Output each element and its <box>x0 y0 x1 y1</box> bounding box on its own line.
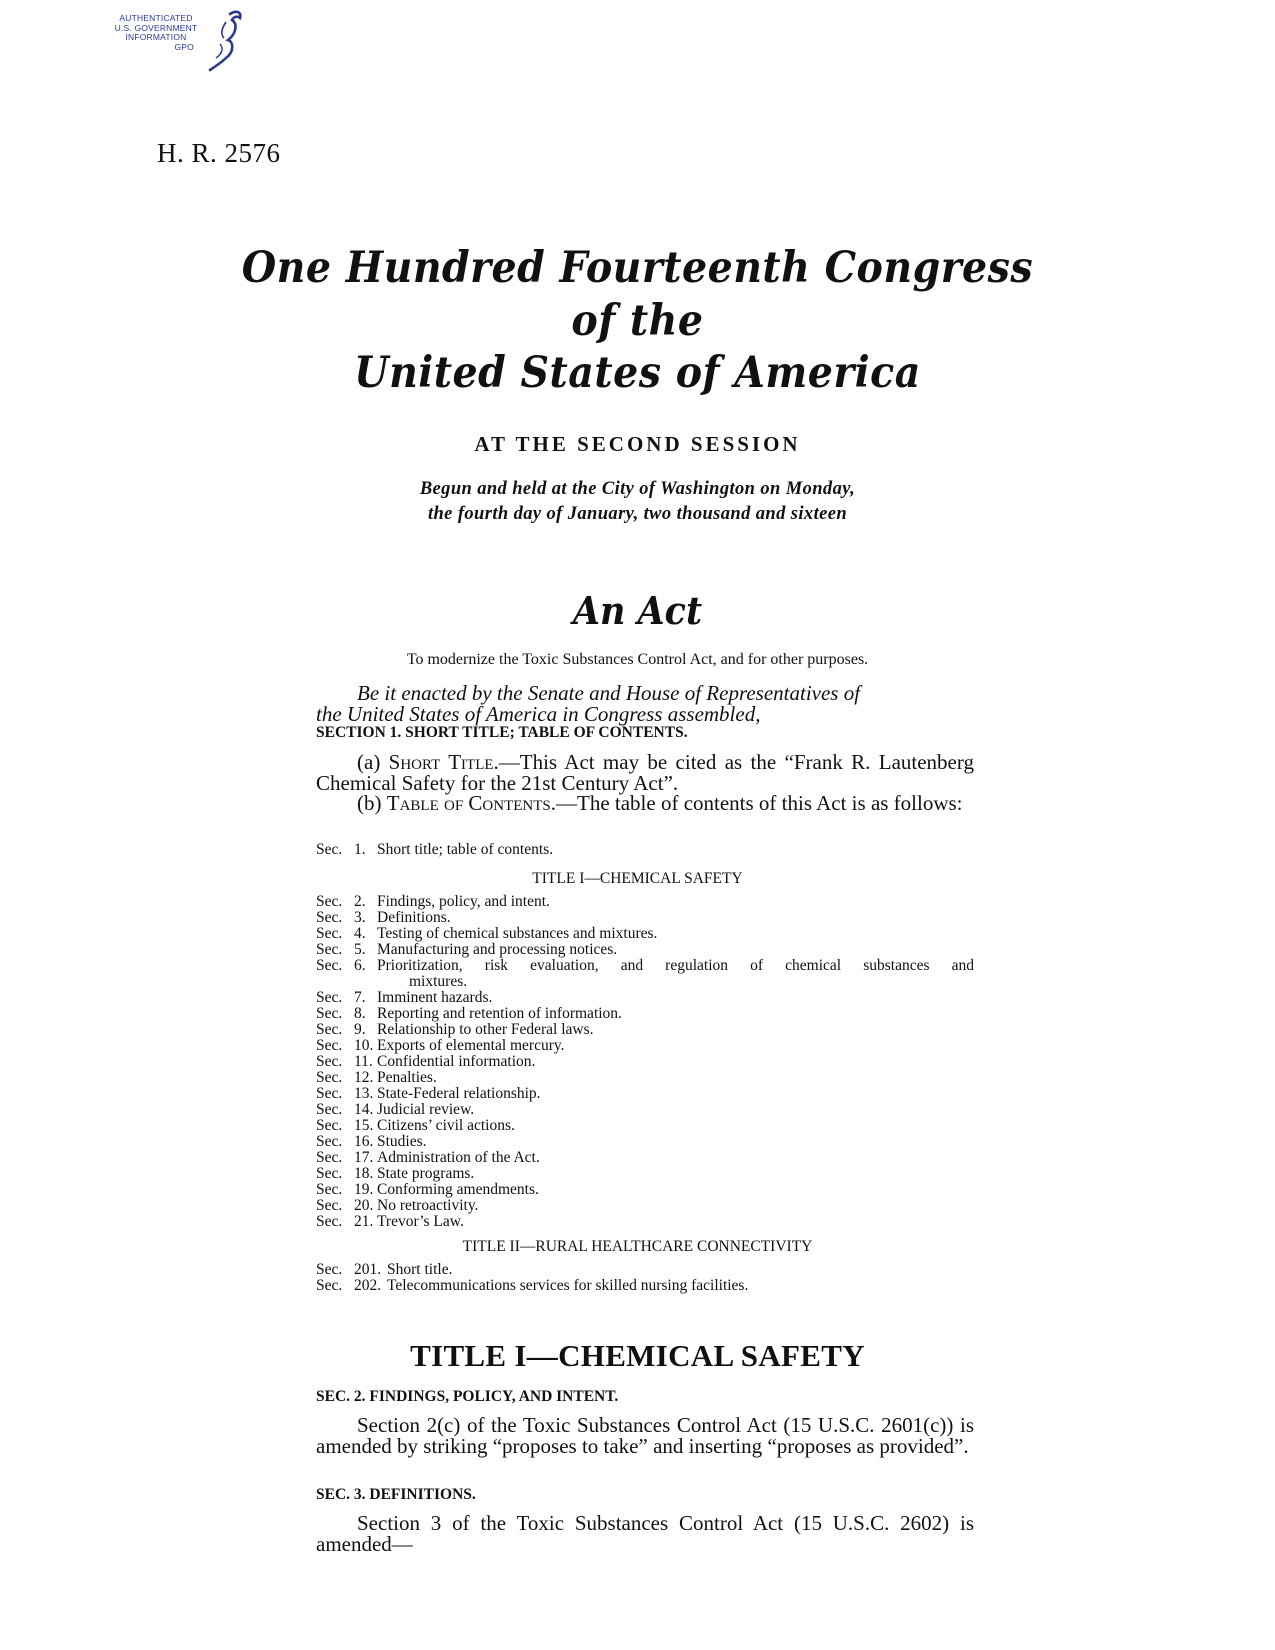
toc-sec-number: 15. <box>354 1117 374 1134</box>
toc-sec-label: Sec. <box>316 925 343 942</box>
toc-row <box>316 1134 974 1150</box>
toc-sec-number: 20. <box>354 1197 374 1214</box>
toc-sec-text: Citizens’ civil actions. <box>377 1117 515 1134</box>
toc-sec-label: Sec. <box>316 1005 343 1022</box>
toc-sec-text: Studies. <box>377 1133 427 1150</box>
subsection-b-prefix: (b) <box>357 791 387 815</box>
subsection-a-heading: Short Title <box>388 750 494 774</box>
gpo-authentication-logo <box>108 8 243 76</box>
subsection-a-prefix: (a) <box>357 750 389 774</box>
toc-sec-text: Trevor’s Law. <box>377 1213 464 1230</box>
toc-sec-label: Sec. <box>316 1277 343 1294</box>
begun-line-1: Begun and held at the City of Washington on Monday, <box>419 479 856 499</box>
subsection-b-heading: Table of Contents <box>386 791 551 815</box>
toc-sec-label: Sec. <box>316 841 343 858</box>
section-1-heading: SECTION 1. SHORT TITLE; TABLE OF CONTENTS. <box>316 724 688 741</box>
toc-row <box>316 1118 974 1134</box>
toc-sec-text: Confidential information. <box>377 1053 536 1070</box>
toc-sec-label: Sec. <box>316 1037 343 1054</box>
section-2-paragraph: Section 2(c) of the Toxic Substances Control Act (15 U.S.C. 2601(c)) is amended by striking “proposes to take” and inserting “proposes as provided”. <box>316 1413 974 1458</box>
toc-row <box>316 990 974 1006</box>
enacting-clause-line-1: Be it enacted by the Senate and House of Representatives of <box>357 681 861 705</box>
toc-sec-text: Administration of the Act. <box>377 1149 540 1166</box>
gpo-logo-line: INFORMATION <box>125 32 187 42</box>
toc-sec-number: 11. <box>354 1053 373 1070</box>
act-purpose: To modernize the Toxic Substances Control Act, and for other purposes. <box>406 651 869 668</box>
toc-sec-label: Sec. <box>316 1165 343 1182</box>
toc-sec-number: 9. <box>354 1021 366 1038</box>
section-3-heading: SEC. 3. DEFINITIONS. <box>316 1486 476 1503</box>
subsection-a <box>316 752 974 793</box>
toc-sec-text: Relationship to other Federal laws. <box>377 1021 594 1038</box>
toc-sec-number: 3. <box>354 909 366 926</box>
toc-sec-number: 18. <box>354 1165 374 1182</box>
toc-sec-number: 6. <box>354 957 366 974</box>
gpo-logo-abbrev: GPO <box>174 41 194 52</box>
toc-sec-number: 14. <box>354 1101 374 1118</box>
toc-row <box>316 1166 974 1182</box>
toc-sec-text: Judicial review. <box>377 1101 475 1118</box>
toc-row <box>316 842 974 858</box>
toc-sec-label: Sec. <box>316 1069 343 1086</box>
toc-sec-number: 8. <box>354 1005 366 1022</box>
toc-sec-label: Sec. <box>316 957 343 974</box>
congress-title-line-1: One Hundred Fourteenth Congress <box>241 243 1034 293</box>
toc-sec-label: Sec. <box>316 893 343 910</box>
toc-sec-number: 202. <box>354 1277 382 1294</box>
toc-row <box>316 1070 974 1086</box>
toc-sec-number: 12. <box>354 1069 374 1086</box>
subsection-b-text: .—The table of contents of this Act is as follows: <box>550 791 963 815</box>
toc-row <box>316 926 974 942</box>
act-heading: An Act <box>572 588 703 633</box>
section-3-text <box>316 1513 974 1554</box>
toc-sec-label: Sec. <box>316 1101 343 1118</box>
toc-sec-number: 16. <box>354 1133 374 1150</box>
enacting-clause-line-2: the United States of America in Congress assembled, <box>316 702 761 726</box>
section-2-text <box>316 1415 974 1456</box>
toc-row <box>316 1022 974 1038</box>
toc-sec-continuation: mixtures. <box>409 973 468 990</box>
toc-row <box>316 1262 974 1278</box>
toc-sec-label: Sec. <box>316 1085 343 1102</box>
subsection-b <box>316 793 974 814</box>
toc-sec-label: Sec. <box>316 1197 343 1214</box>
section-1-text <box>316 752 974 814</box>
toc-row <box>316 1182 974 1198</box>
session-heading: AT THE SECOND SESSION <box>474 432 801 456</box>
toc-sec-label: Sec. <box>316 1149 343 1166</box>
toc-sec-number: 2. <box>354 893 366 910</box>
toc-sec-text: Short title; table of contents. <box>377 841 554 858</box>
toc-sec-label: Sec. <box>316 1117 343 1134</box>
toc-sec-text: Short title. <box>387 1261 453 1278</box>
toc-sec-label: Sec. <box>316 1133 343 1150</box>
section-3-paragraph: Section 3 of the Toxic Substances Control Act (15 U.S.C. 2602) is amended— <box>316 1511 974 1556</box>
congress-title-line-2: of the <box>571 296 704 346</box>
toc-sec-number: 201. <box>354 1261 382 1278</box>
gpo-logo-text <box>108 14 204 52</box>
begun-line-2: the fourth day of January, two thousand and sixteen <box>427 504 848 524</box>
toc-sec-text: Imminent hazards. <box>377 989 493 1006</box>
toc-sec-text: Prioritization, risk evaluation, and regulation of chemical substances and <box>377 957 974 974</box>
toc-sec-number: 4. <box>354 925 366 942</box>
toc-sec-number: 5. <box>354 941 366 958</box>
toc-row <box>316 1086 974 1102</box>
enacting-clause <box>316 683 974 725</box>
toc-sec-text: Reporting and retention of information. <box>377 1005 622 1022</box>
toc-title-1: TITLE I—CHEMICAL SAFETY <box>532 870 743 887</box>
toc-sec-number: 1. <box>354 841 366 858</box>
bill-number: H. R. 2576 <box>157 138 281 168</box>
toc-row <box>316 942 974 958</box>
toc-row <box>316 958 974 974</box>
toc-sec-label: Sec. <box>316 989 343 1006</box>
toc-sec-number: 21. <box>354 1213 374 1230</box>
toc-sec-text: Penalties. <box>377 1069 437 1086</box>
toc-sec-label: Sec. <box>316 1213 343 1230</box>
toc-section-1 <box>316 842 974 858</box>
toc-sec-number: 10. <box>354 1037 374 1054</box>
toc-row <box>316 1198 974 1214</box>
toc-row <box>316 1102 974 1118</box>
toc-sec-number: 17. <box>354 1149 374 1166</box>
toc-sec-number: 19. <box>354 1181 374 1198</box>
toc-sec-label: Sec. <box>316 1053 343 1070</box>
toc-title-2-list <box>316 1262 974 1294</box>
toc-sec-label: Sec. <box>316 1261 343 1278</box>
toc-sec-text: Testing of chemical substances and mixtures. <box>377 925 658 942</box>
toc-title-2: TITLE II—RURAL HEALTHCARE CONNECTIVITY <box>462 1238 813 1255</box>
toc-sec-text: State programs. <box>377 1165 475 1182</box>
toc-sec-text: Conforming amendments. <box>377 1181 539 1198</box>
toc-row <box>316 910 974 926</box>
toc-row <box>316 1214 974 1230</box>
toc-title-1-list <box>316 894 974 1230</box>
toc-sec-text: Findings, policy, and intent. <box>377 893 550 910</box>
section-2-heading: SEC. 2. FINDINGS, POLICY, AND INTENT. <box>316 1388 619 1405</box>
toc-sec-text: Definitions. <box>377 909 451 926</box>
toc-row <box>316 1150 974 1166</box>
gpo-logo-line: AUTHENTICATED <box>119 13 193 23</box>
toc-sec-text: Telecommunications services for skilled nursing facilities. <box>387 1277 749 1294</box>
toc-row <box>316 1054 974 1070</box>
toc-row <box>316 1038 974 1054</box>
toc-sec-label: Sec. <box>316 1021 343 1038</box>
toc-sec-text: Manufacturing and processing notices. <box>377 941 618 958</box>
toc-sec-label: Sec. <box>316 909 343 926</box>
title-1-heading: TITLE I—CHEMICAL SAFETY <box>410 1338 865 1373</box>
toc-sec-number: 13. <box>354 1085 374 1102</box>
toc-sec-number: 7. <box>354 989 366 1006</box>
toc-row <box>316 1006 974 1022</box>
toc-row <box>316 894 974 910</box>
toc-sec-text: Exports of elemental mercury. <box>377 1037 565 1054</box>
toc-sec-text: No retroactivity. <box>377 1197 479 1214</box>
toc-sec-label: Sec. <box>316 1181 343 1198</box>
subsection-a-text: .—This Act may be cited as the “Frank R. Lautenberg Chemical Safety for the 21st Century Act”. <box>316 750 974 795</box>
toc-sec-text: State-Federal relationship. <box>377 1085 541 1102</box>
congress-title-line-3: United States of America <box>354 348 921 398</box>
toc-sec-label: Sec. <box>316 941 343 958</box>
gpo-logo-line: U.S. GOVERNMENT <box>114 22 198 33</box>
eagle-icon <box>200 8 244 74</box>
toc-row <box>316 1278 974 1294</box>
